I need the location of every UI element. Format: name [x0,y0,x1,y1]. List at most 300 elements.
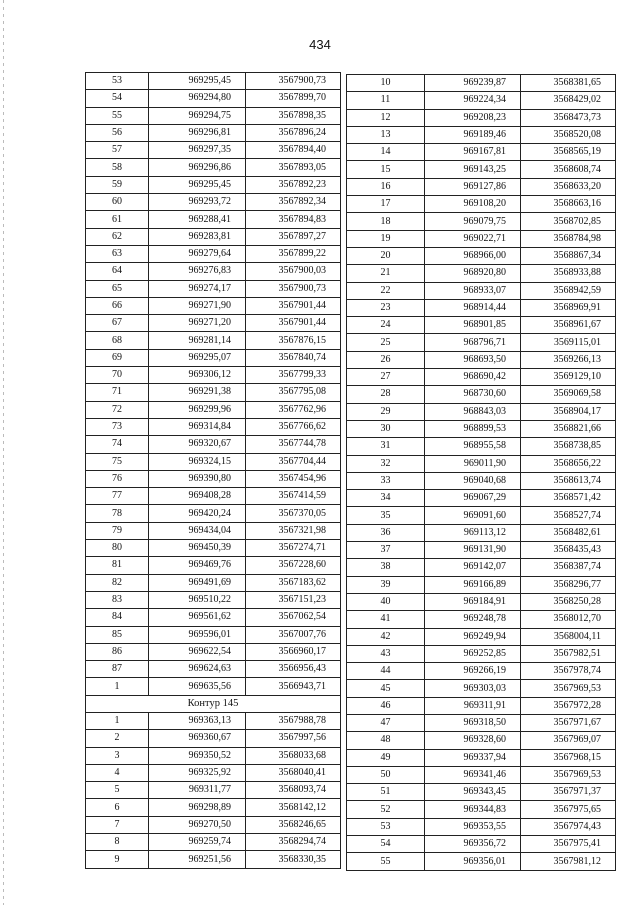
point-number: 84 [86,609,149,626]
coord-x: 969299,96 [149,401,246,418]
point-number: 24 [347,317,425,334]
point-number: 70 [86,367,149,384]
coord-x: 969143,25 [425,161,521,178]
coord-y: 3568246,65 [246,816,341,833]
table-row [86,626,341,643]
table-row [86,453,341,470]
point-number: 71 [86,384,149,401]
coord-y: 3567876,15 [246,332,341,349]
coord-x: 968690,42 [425,369,521,386]
coord-x: 969356,72 [425,836,521,853]
point-number: 33 [347,472,425,489]
coord-x: 969131,90 [425,542,521,559]
coord-x: 969491,69 [149,574,246,591]
table-row [347,836,616,853]
point-number: 40 [347,593,425,610]
coord-x: 969324,15 [149,453,246,470]
coord-y: 3568565,19 [521,144,616,161]
coord-y: 3568004,11 [521,628,616,645]
coord-x: 969271,90 [149,297,246,314]
point-number: 79 [86,522,149,539]
point-number: 60 [86,194,149,211]
table-row [347,351,616,368]
coord-x: 969622,54 [149,643,246,660]
coord-x: 969108,20 [425,196,521,213]
table-row [86,90,341,107]
table-row [86,643,341,660]
point-number: 63 [86,245,149,262]
coord-x: 969142,07 [425,559,521,576]
coord-x: 968901,85 [425,317,521,334]
coord-y: 3567228,60 [246,557,341,574]
coord-y: 3568904,17 [521,403,616,420]
coord-x: 968955,58 [425,438,521,455]
coord-x: 969295,45 [149,73,246,90]
coord-x: 969294,80 [149,90,246,107]
table-row [347,784,616,801]
coordinates-table-right [346,74,616,871]
table-row [86,280,341,297]
point-number: 80 [86,540,149,557]
point-number: 1 [86,678,149,695]
table-row [86,470,341,487]
point-number: 55 [347,853,425,870]
table-row [347,628,616,645]
coord-x: 969276,83 [149,263,246,280]
point-number: 35 [347,507,425,524]
table-row [86,159,341,176]
coord-y: 3567900,03 [246,263,341,280]
table-row [347,697,616,714]
point-number: 69 [86,349,149,366]
coord-y: 3567972,28 [521,697,616,714]
coord-y: 3567762,96 [246,401,341,418]
coord-y: 3568381,65 [521,75,616,92]
point-number: 85 [86,626,149,643]
table-row [347,369,616,386]
coord-x: 969279,64 [149,245,246,262]
point-number: 74 [86,436,149,453]
coord-y: 3567896,24 [246,124,341,141]
coord-y: 3569266,13 [521,351,616,368]
coord-x: 969311,77 [149,782,246,799]
point-number: 67 [86,315,149,332]
table-row [86,124,341,141]
point-number: 18 [347,213,425,230]
point-number: 3 [86,747,149,764]
table-row [86,211,341,228]
coord-y: 3567897,27 [246,228,341,245]
coord-x: 969350,52 [149,747,246,764]
point-number: 61 [86,211,149,228]
table-row [86,834,341,851]
coord-x: 969251,56 [149,851,246,868]
coord-y: 3567898,35 [246,107,341,124]
point-number: 75 [86,453,149,470]
point-number: 38 [347,559,425,576]
coord-y: 3567183,62 [246,574,341,591]
coord-x: 968920,80 [425,265,521,282]
coord-x: 969127,86 [425,178,521,195]
coord-y: 3567901,44 [246,297,341,314]
point-number: 58 [86,159,149,176]
coord-y: 3567799,33 [246,367,341,384]
coord-y: 3566943,71 [246,678,341,695]
coord-x: 969353,55 [425,818,521,835]
coord-y: 3567997,56 [246,730,341,747]
point-number: 46 [347,697,425,714]
coord-y: 3567795,08 [246,384,341,401]
coord-y: 3567007,76 [246,626,341,643]
table-row [86,609,341,626]
point-number: 31 [347,438,425,455]
coord-y: 3567900,73 [246,280,341,297]
coord-y: 3567982,51 [521,645,616,662]
coord-y: 3568040,41 [246,764,341,781]
point-number: 44 [347,663,425,680]
point-number: 53 [347,818,425,835]
contour-title-row [86,695,341,712]
table-row [86,194,341,211]
coord-y: 3568473,73 [521,109,616,126]
coord-x: 969344,83 [425,801,521,818]
table-row [347,126,616,143]
table-row [347,507,616,524]
table-row [86,730,341,747]
coord-x: 969318,50 [425,714,521,731]
point-number: 51 [347,784,425,801]
contour-title: Контур 145 [86,695,341,712]
point-number: 16 [347,178,425,195]
table-row [86,107,341,124]
coord-y: 3568387,74 [521,559,616,576]
point-number: 56 [86,124,149,141]
table-row [347,420,616,437]
coord-x: 968933,07 [425,282,521,299]
coord-y: 3567151,23 [246,591,341,608]
point-number: 23 [347,299,425,316]
coord-x: 969274,17 [149,280,246,297]
point-number: 62 [86,228,149,245]
coord-x: 969189,46 [425,126,521,143]
point-number: 28 [347,386,425,403]
coord-x: 969510,22 [149,591,246,608]
point-number: 37 [347,542,425,559]
point-number: 76 [86,470,149,487]
table-row [347,714,616,731]
table-row [86,228,341,245]
table-row [347,282,616,299]
point-number: 55 [86,107,149,124]
coord-x: 969259,74 [149,834,246,851]
coord-y: 3567978,74 [521,663,616,680]
table-row [347,403,616,420]
point-number: 2 [86,730,149,747]
point-number: 48 [347,732,425,749]
coord-y: 3568942,59 [521,282,616,299]
table-row [86,678,341,695]
coord-y: 3568969,91 [521,299,616,316]
coord-x: 969311,91 [425,697,521,714]
point-number: 15 [347,161,425,178]
coord-x: 969288,41 [149,211,246,228]
coord-y: 3568294,74 [246,834,341,851]
coord-x: 969343,45 [425,784,521,801]
coord-y: 3567892,34 [246,194,341,211]
coord-y: 3567900,73 [246,73,341,90]
table-row [347,576,616,593]
table-row [86,712,341,729]
contour-rows [86,712,341,868]
table-row [347,334,616,351]
page-number: 434 [309,37,331,52]
table-row [86,315,341,332]
point-number: 9 [86,851,149,868]
point-number: 49 [347,749,425,766]
coord-y: 3568033,68 [246,747,341,764]
table-row [347,559,616,576]
coord-x: 969596,01 [149,626,246,643]
point-number: 29 [347,403,425,420]
point-number: 47 [347,714,425,731]
coord-y: 3568633,20 [521,178,616,195]
table-row [86,176,341,193]
table-row [86,851,341,868]
coord-y: 3568613,74 [521,472,616,489]
point-number: 21 [347,265,425,282]
coord-x: 969208,23 [425,109,521,126]
coord-y: 3568330,35 [246,851,341,868]
coord-x: 969360,67 [149,730,246,747]
coord-y: 3567899,70 [246,90,341,107]
table-row [86,661,341,678]
coord-x: 969303,03 [425,680,521,697]
coord-x: 968730,60 [425,386,521,403]
point-number: 12 [347,109,425,126]
table-row [347,472,616,489]
coord-y: 3568702,85 [521,213,616,230]
coord-y: 3567969,53 [521,766,616,783]
coord-y: 3568527,74 [521,507,616,524]
table-row [347,853,616,870]
coord-y: 3567971,37 [521,784,616,801]
coord-y: 3567899,22 [246,245,341,262]
coord-x: 969249,94 [425,628,521,645]
coord-x: 969079,75 [425,213,521,230]
coord-x: 969337,94 [425,749,521,766]
point-number: 50 [347,766,425,783]
coord-y: 3567971,67 [521,714,616,731]
point-number: 13 [347,126,425,143]
coord-y: 3568520,08 [521,126,616,143]
coord-x: 969434,04 [149,522,246,539]
point-number: 64 [86,263,149,280]
table-row [347,317,616,334]
coord-x: 969293,72 [149,194,246,211]
table-row [86,401,341,418]
table-row [347,524,616,541]
table-row [347,161,616,178]
coord-y: 3568961,67 [521,317,616,334]
coord-x: 969306,12 [149,367,246,384]
scan-edge-line [3,0,4,905]
coord-y: 3567969,53 [521,680,616,697]
coord-x: 969022,71 [425,230,521,247]
coord-x: 969469,76 [149,557,246,574]
coord-x: 969390,80 [149,470,246,487]
table-row [347,247,616,264]
table-row [86,142,341,159]
point-number: 25 [347,334,425,351]
point-number: 11 [347,92,425,109]
coord-y: 3567975,65 [521,801,616,818]
coord-y: 3568821,66 [521,420,616,437]
coord-x: 969295,45 [149,176,246,193]
coord-x: 969291,38 [149,384,246,401]
table-row [86,418,341,435]
table-row [347,438,616,455]
coord-y: 3569069,58 [521,386,616,403]
coord-x: 969113,12 [425,524,521,541]
table-row [347,213,616,230]
table-row [86,245,341,262]
coordinates-rows-left [86,73,341,696]
point-number: 54 [86,90,149,107]
coord-y: 3569129,10 [521,369,616,386]
coord-y: 3568093,74 [246,782,341,799]
coord-x: 969266,19 [425,663,521,680]
coord-x: 969408,28 [149,488,246,505]
coord-y: 3568482,61 [521,524,616,541]
coord-x: 969271,20 [149,315,246,332]
coord-x: 969252,85 [425,645,521,662]
coord-y: 3567969,07 [521,732,616,749]
table-row [86,816,341,833]
coord-y: 3567893,05 [246,159,341,176]
coord-y: 3568142,12 [246,799,341,816]
coord-x: 969296,81 [149,124,246,141]
coord-x: 969561,62 [149,609,246,626]
coord-y: 3567901,44 [246,315,341,332]
coord-y: 3567766,62 [246,418,341,435]
point-number: 26 [347,351,425,368]
coord-y: 3567981,12 [521,853,616,870]
point-number: 86 [86,643,149,660]
point-number: 42 [347,628,425,645]
point-number: 59 [86,176,149,193]
point-number: 19 [347,230,425,247]
coord-y: 3567454,96 [246,470,341,487]
contour-header [86,695,341,712]
table-row [347,92,616,109]
coord-x: 969040,68 [425,472,521,489]
table-row [86,349,341,366]
coord-y: 3568435,43 [521,542,616,559]
point-number: 65 [86,280,149,297]
coord-x: 969298,89 [149,799,246,816]
coord-x: 968693,50 [425,351,521,368]
point-number: 8 [86,834,149,851]
point-number: 57 [86,142,149,159]
coord-x: 969011,90 [425,455,521,472]
table-row [86,747,341,764]
coord-x: 969296,86 [149,159,246,176]
coord-x: 968796,71 [425,334,521,351]
table-row [347,144,616,161]
coord-y: 3568429,02 [521,92,616,109]
table-row [347,230,616,247]
coord-y: 3567274,71 [246,540,341,557]
coord-x: 968914,44 [425,299,521,316]
point-number: 20 [347,247,425,264]
coord-x: 969239,87 [425,75,521,92]
point-number: 27 [347,369,425,386]
table-row [347,663,616,680]
point-number: 41 [347,611,425,628]
table-row [86,799,341,816]
coord-y: 3568296,77 [521,576,616,593]
coord-y: 3567321,98 [246,522,341,539]
coord-y: 3568656,22 [521,455,616,472]
table-row [347,75,616,92]
coord-x: 969356,01 [425,853,521,870]
table-row [86,557,341,574]
coord-y: 3568608,74 [521,161,616,178]
point-number: 43 [347,645,425,662]
point-number: 30 [347,420,425,437]
table-row [347,299,616,316]
table-row [347,265,616,282]
table-row [86,591,341,608]
table-row [86,367,341,384]
coord-x: 969166,89 [425,576,521,593]
coordinates-table-left [85,72,341,869]
coord-y: 3566960,17 [246,643,341,660]
coord-x: 968843,03 [425,403,521,420]
coord-y: 3568250,28 [521,593,616,610]
coord-x: 969635,56 [149,678,246,695]
table-row [86,488,341,505]
coord-x: 969248,78 [425,611,521,628]
table-row [347,766,616,783]
coord-x: 968966,00 [425,247,521,264]
coord-x: 969281,14 [149,332,246,349]
point-number: 6 [86,799,149,816]
table-row [347,801,616,818]
point-number: 1 [86,712,149,729]
point-number: 32 [347,455,425,472]
coord-x: 969450,39 [149,540,246,557]
table-row [347,196,616,213]
coord-x: 969320,67 [149,436,246,453]
point-number: 82 [86,574,149,591]
point-number: 54 [347,836,425,853]
point-number: 72 [86,401,149,418]
point-number: 22 [347,282,425,299]
point-number: 87 [86,661,149,678]
point-number: 81 [86,557,149,574]
point-number: 52 [347,801,425,818]
table-row [86,436,341,453]
point-number: 36 [347,524,425,541]
coord-x: 969067,29 [425,490,521,507]
table-row [347,109,616,126]
table-row [347,386,616,403]
table-row [347,490,616,507]
table-row [347,818,616,835]
point-number: 4 [86,764,149,781]
table-row [347,611,616,628]
